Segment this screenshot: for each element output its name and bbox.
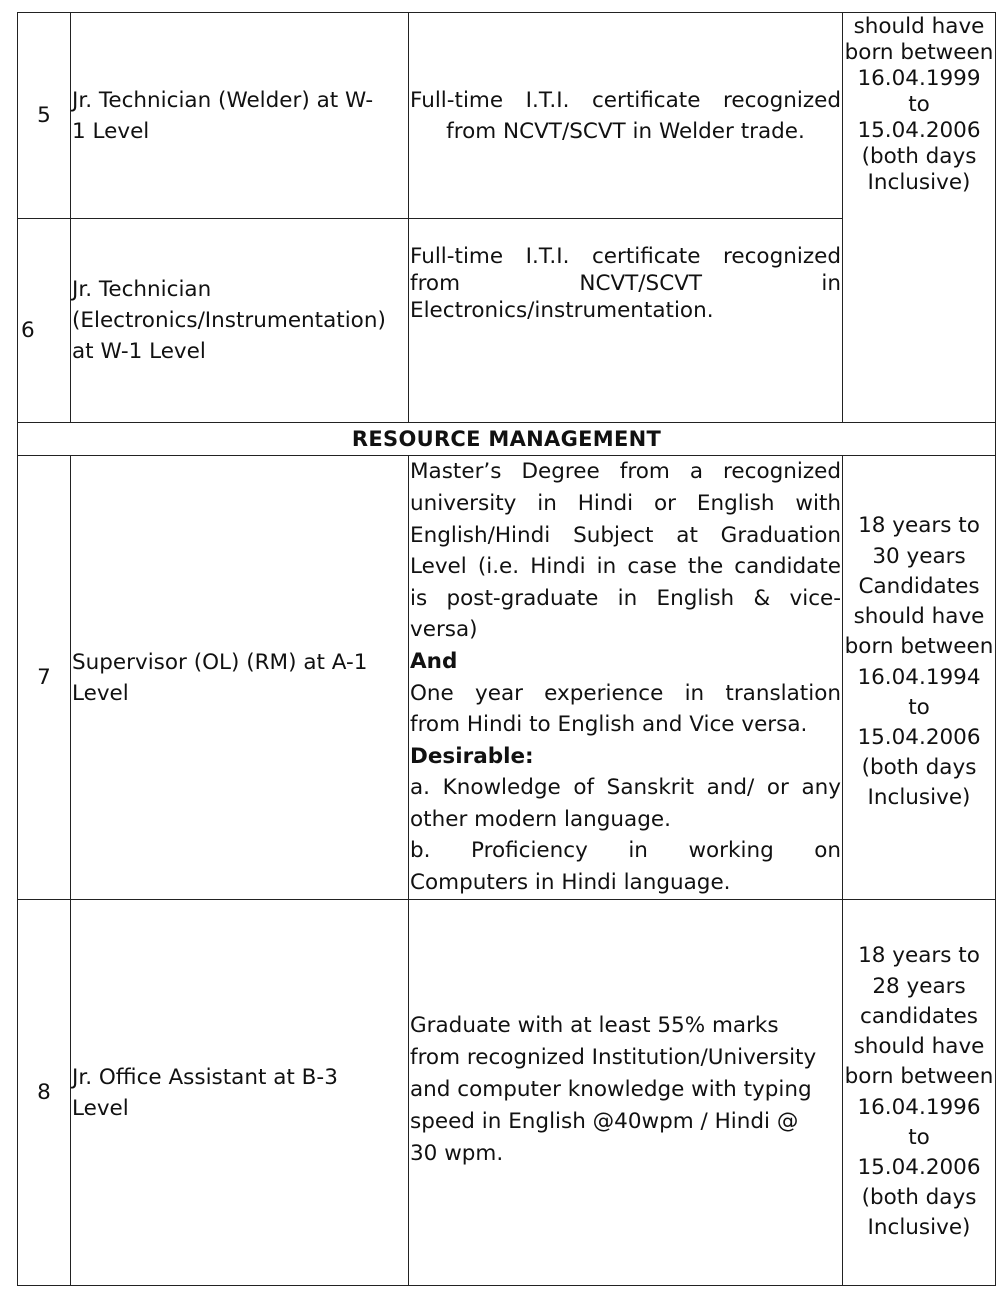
age-line: 30 years: [872, 543, 966, 569]
qualification-line: a. Knowledge of Sanskrit and/ or any: [410, 775, 841, 801]
post-line: Jr. Technician (Welder) at W-: [72, 87, 374, 113]
post-line: Jr. Technician: [72, 277, 212, 302]
qualification: [409, 13, 843, 219]
qualification-line: is post-graduate in English & vice-: [410, 585, 841, 611]
qualification-word: in: [628, 838, 648, 864]
age-line: to: [908, 1124, 930, 1150]
serial-number: 7: [18, 456, 71, 900]
qualification-line: university in Hindi or English with: [410, 490, 841, 516]
qualification-word: working: [688, 838, 774, 864]
qualification-line: versa): [410, 617, 478, 643]
qualification-line: English/Hindi Subject at Graduation: [410, 522, 841, 548]
qualification-line: One year experience in translation: [410, 680, 841, 706]
age-line: 16.04.1994: [857, 664, 981, 690]
post-line: Level: [72, 680, 129, 706]
age-line: should have: [853, 604, 985, 630]
age-line: should have: [853, 1034, 985, 1060]
qualification: [409, 219, 843, 423]
post-name: [71, 456, 409, 900]
age-line: candidates: [860, 1003, 978, 1029]
desirable-label: Desirable:: [410, 743, 534, 769]
post-name: [71, 219, 409, 423]
age-limit: [843, 456, 996, 900]
age-line: to: [908, 694, 930, 720]
age-line: 15.04.2006: [857, 118, 981, 143]
qualification-line: from NCVT/SCVT in Welder trade.: [446, 118, 805, 144]
post-name: [71, 13, 409, 219]
qualification-line: Master’s Degree from a recognized: [410, 459, 841, 485]
post-line: Jr. Office Assistant at B-3: [72, 1064, 338, 1090]
age-line: 16.04.1999: [857, 66, 981, 91]
qualification-and-label: And: [410, 648, 458, 674]
eligibility-table: [17, 12, 996, 1286]
post-line: Supervisor (OL) (RM) at A-1: [72, 649, 368, 675]
age-line: 28 years: [872, 973, 966, 999]
qualification-line-spread: [410, 270, 841, 297]
age-line: Inclusive): [867, 170, 971, 195]
qualification-line: Electronics/instrumentation.: [410, 298, 714, 323]
age-line: Candidates: [858, 573, 980, 599]
recruitment-table-wrapper: [17, 12, 995, 1286]
age-line: born between: [844, 634, 994, 660]
qualification: [409, 900, 843, 1286]
age-line: (both days: [861, 144, 977, 169]
post-line: 1 Level: [72, 118, 150, 144]
qualification-word: on: [814, 838, 841, 864]
qualification-line-spread: [410, 835, 841, 867]
qualification-line: Full-time I.T.I. certificate recognized: [410, 244, 841, 269]
section-heading: RESOURCE MANAGEMENT: [18, 423, 996, 456]
age-limit: [843, 13, 996, 423]
age-line: born between: [844, 1064, 994, 1090]
qualification-line: Level (i.e. Hindi in case the candidate: [410, 554, 841, 580]
age-line: should have: [853, 14, 985, 39]
qualification-line: other modern language.: [410, 806, 671, 832]
post-line: (Electronics/Instrumentation): [72, 308, 386, 333]
qualification-word: from: [410, 271, 461, 296]
qualification-line: from recognized Institution/University: [410, 1045, 817, 1070]
post-name: [71, 900, 409, 1286]
qualification-line: Computers in Hindi language.: [410, 870, 731, 896]
qualification-word: b.: [410, 838, 431, 864]
qualification-line: speed in English @40wpm / Hindi @: [410, 1109, 799, 1134]
age-line: 18 years to: [858, 513, 980, 539]
section-row: [18, 423, 996, 456]
age-line: born between: [844, 40, 994, 65]
age-line: 15.04.2006: [857, 724, 981, 750]
age-line: 16.04.1996: [857, 1094, 981, 1120]
age-limit: [843, 900, 996, 1286]
age-line: 15.04.2006: [857, 1154, 981, 1180]
qualification-line: and computer knowledge with typing: [410, 1077, 812, 1102]
qualification-word: NCVT/SCVT: [579, 271, 703, 296]
qualification-line: from Hindi to English and Vice versa.: [410, 712, 808, 738]
age-line: 18 years to: [858, 943, 980, 969]
qualification-word: in: [821, 271, 841, 296]
table-row-5: [18, 13, 996, 219]
age-line: (both days: [861, 1185, 977, 1211]
table-row-7: [18, 456, 996, 900]
age-line: (both days: [861, 755, 977, 781]
qualification-line: 30 wpm.: [410, 1141, 504, 1166]
age-line: to: [908, 92, 930, 117]
table-row-8: [18, 900, 996, 1286]
post-line: at W-1 Level: [72, 339, 206, 364]
age-line: Inclusive): [867, 1215, 971, 1241]
qualification-line: Full-time I.T.I. certificate recognized: [410, 87, 841, 113]
qualification: [409, 456, 843, 900]
qualification-word: Proficiency: [470, 838, 588, 864]
serial-number: 5: [18, 13, 71, 219]
qualification-line: Graduate with at least 55% marks: [410, 1013, 779, 1038]
serial-number: 8: [18, 900, 71, 1286]
post-line: Level: [72, 1095, 129, 1121]
age-line: Inclusive): [867, 785, 971, 811]
serial-number: 6: [18, 219, 71, 423]
